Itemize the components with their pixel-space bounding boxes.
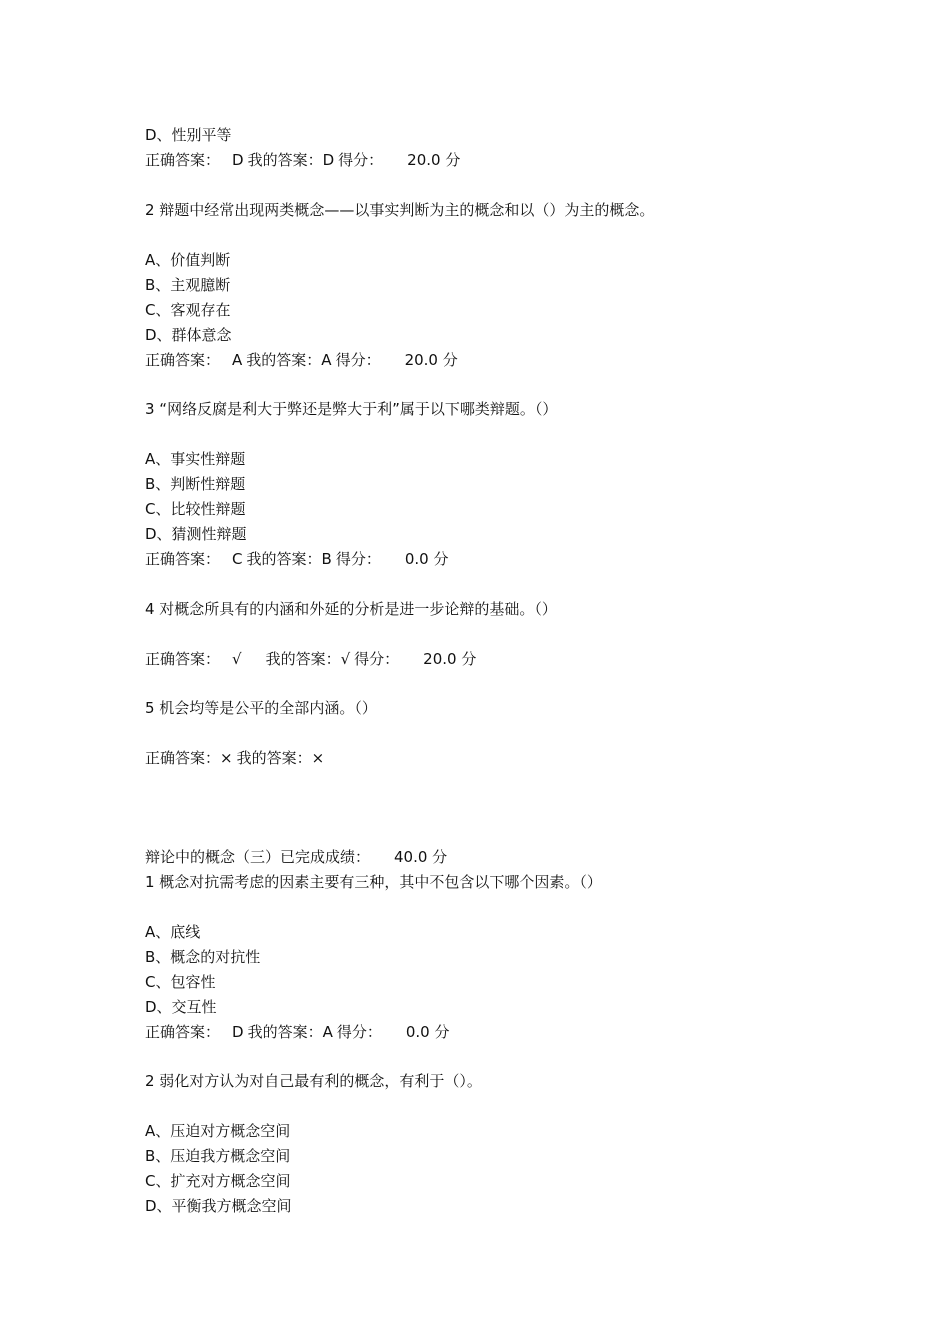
correct-answer-value: × (220, 749, 233, 767)
option-c: C、扩充对方概念空间 (145, 1172, 291, 1190)
my-answer-label: 我的答案： (246, 351, 322, 369)
option-d: D、猜测性辩题 (145, 525, 247, 543)
correct-answer-label: 正确答案： (145, 749, 221, 767)
option-c: C、客观存在 (145, 301, 231, 319)
score-value: 20.0 分 (423, 650, 477, 668)
option-c: C、比较性辩题 (145, 500, 246, 518)
answer-line (145, 149, 460, 171)
score-value: 20.0 分 (407, 151, 461, 169)
option-d: D、交互性 (145, 998, 217, 1016)
option-b: B、主观臆断 (145, 276, 231, 294)
option-a: A、事实性辩题 (145, 450, 246, 468)
option-b: B、压迫我方概念空间 (145, 1147, 291, 1165)
option-a: A、价值判断 (145, 251, 231, 269)
correct-answer-label: 正确答案： (145, 550, 221, 568)
score-label: 得分： (335, 351, 381, 369)
correct-answer-value: √ (232, 650, 242, 668)
my-answer-label: 我的答案： (236, 749, 312, 767)
score-value: 20.0 分 (404, 351, 458, 369)
question-stem: 2 弱化对方认为对自己最有利的概念，有利于（）。 (145, 1072, 482, 1090)
my-answer-value: √ (340, 650, 351, 668)
option-a: A、底线 (145, 923, 201, 941)
question-stem: 3 “网络反腐是利大于弊还是弊大于利”属于以下哪类辩题。（） (145, 400, 558, 418)
section-title: 辩论中的概念（三）已完成成绩： (145, 848, 371, 866)
my-answer-value: × (311, 749, 325, 767)
question-stem: 1 概念对抗需考虑的因素主要有三种，其中不包含以下哪个因素。（） (145, 873, 602, 891)
option-d: D、性别平等 (145, 126, 232, 144)
score-value: 0.0 分 (405, 1023, 450, 1041)
correct-answer-label: 正确答案： (145, 351, 221, 369)
correct-answer-label: 正确答案： (145, 650, 221, 668)
my-answer-label: 我的答案： (265, 650, 341, 668)
correct-answer-value: D (232, 1023, 244, 1041)
answer-line (145, 1021, 450, 1043)
my-answer-label: 我的答案： (247, 151, 323, 169)
question-stem: 4 对概念所具有的内涵和外延的分析是进一步论辩的基础。（） (145, 600, 557, 618)
my-answer-value: D (322, 151, 335, 169)
option-b: B、概念的对抗性 (145, 948, 261, 966)
score-value: 0.0 分 (404, 550, 449, 568)
correct-answer-value: A (232, 351, 243, 369)
answer-line (145, 747, 324, 769)
score-label: 得分： (354, 650, 400, 668)
section-title-line (145, 846, 447, 868)
correct-answer-label: 正确答案： (145, 151, 221, 169)
option-b: B、判断性辩题 (145, 475, 246, 493)
correct-answer-value: C (232, 550, 243, 568)
my-answer-label: 我的答案： (247, 1023, 323, 1041)
option-d: D、平衡我方概念空间 (145, 1197, 292, 1215)
question-stem: 2 辩题中经常出现两类概念——以事实判断为主的概念和以（）为主的概念。 (145, 201, 655, 219)
my-answer-value: B (321, 550, 332, 568)
section-grade: 40.0 分 (394, 848, 448, 866)
option-d: D、群体意念 (145, 326, 232, 344)
correct-answer-value: D (232, 151, 244, 169)
my-answer-value: A (321, 351, 332, 369)
score-label: 得分： (335, 550, 381, 568)
correct-answer-label: 正确答案： (145, 1023, 221, 1041)
answer-line (145, 648, 476, 670)
my-answer-value: A (322, 1023, 333, 1041)
score-label: 得分： (338, 151, 384, 169)
question-stem: 5 机会均等是公平的全部内涵。（） (145, 699, 377, 717)
option-a: A、压迫对方概念空间 (145, 1122, 291, 1140)
option-c: C、包容性 (145, 973, 216, 991)
answer-line (145, 548, 448, 570)
my-answer-label: 我的答案： (246, 550, 322, 568)
score-label: 得分： (336, 1023, 382, 1041)
answer-line (145, 349, 458, 371)
